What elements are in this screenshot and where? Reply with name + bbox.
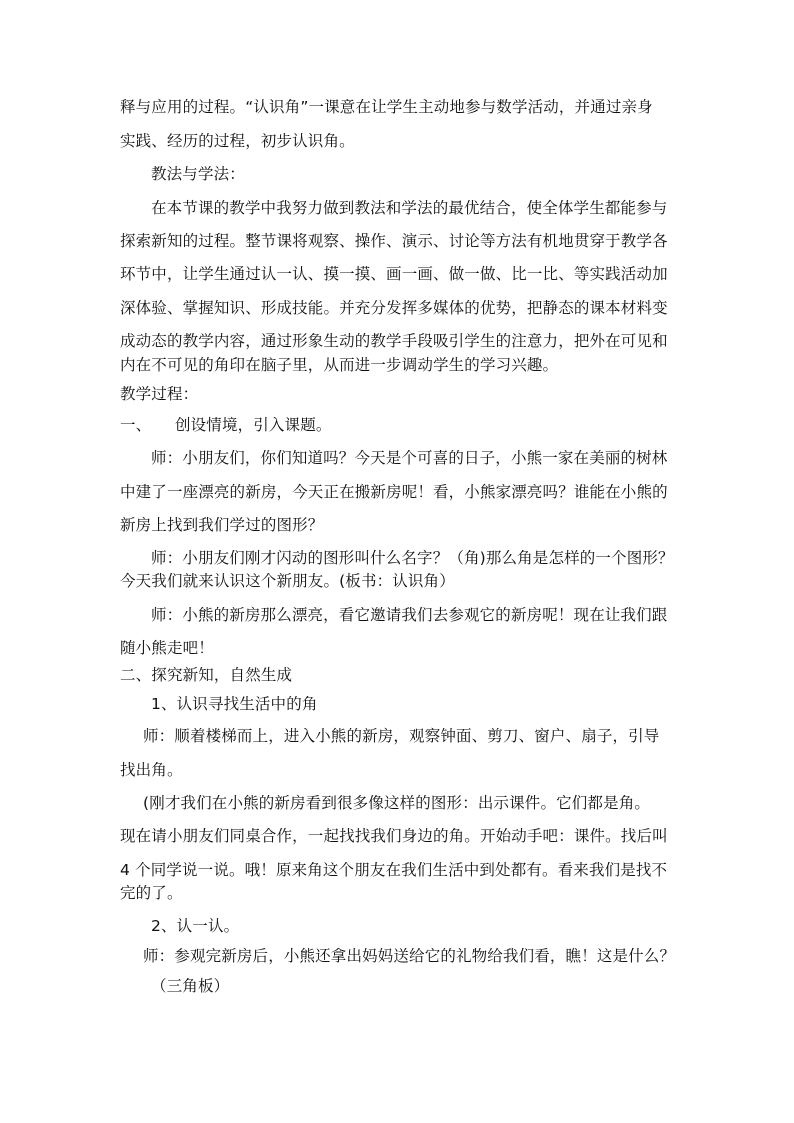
text-line: 师：小朋友们，你们知道吗？今天是个可喜的日子，小熊一家在美丽的树林 xyxy=(151,449,668,467)
list-number: 一、 xyxy=(120,416,152,434)
text-line: 环节中，让学生通过认一认、摸一摸、画一画、做一做、比一比、等实践活动加 xyxy=(120,265,668,283)
text-line: 深体验、掌握知识、形成技能。并充分发挥多媒体的优势，把静态的课本材料变 xyxy=(120,299,668,317)
text-line: (刚才我们在小熊的新房看到很多像这样的图形：出示课件。它们都是角。 xyxy=(143,794,650,812)
text-line: 在本节课的教学中我努力做到教法和学法的最优结合，使全体学生都能参与 xyxy=(151,199,668,217)
text-line: 实践、经历的过程，初步认识角。 xyxy=(120,132,355,150)
text-line: 成动态的教学内容，通过形象生动的教学手段吸引学生的注意力，把外在可见和 xyxy=(120,332,668,350)
text-line: 内在不可见的角印在脑子里，从而进一步调动学生的学习兴趣。 xyxy=(120,356,559,374)
text-line: 师：参观完新房后，小熊还拿出妈妈送给它的礼物给我们看，瞧！这是什么？ xyxy=(143,947,676,965)
section-heading: 二、探究新知，自然生成 xyxy=(120,666,293,684)
text-line: 找出角。 xyxy=(120,761,183,779)
text-line: （三角板） xyxy=(151,977,230,995)
text-line: 师：小熊的新房那么漂亮，看它邀请我们去参观它的新房呢！现在让我们跟 xyxy=(151,606,668,624)
text-line: 今天我们就来认识这个新朋友。(板书：认识角） xyxy=(120,572,455,590)
text-line: 师：小朋友们刚才闪动的图形叫什么名字？（角)那么角是怎样的一个图形？ xyxy=(151,549,674,567)
section-heading: 教法与学法： xyxy=(151,165,245,183)
text-line: 中建了一座漂亮的新房，今天正在搬新房呢！看，小熊家漂亮吗？谁能在小熊的 xyxy=(120,483,668,501)
section-heading: 教学过程： xyxy=(120,385,199,403)
text-line: 新房上找到我们学过的图形？ xyxy=(120,516,324,534)
text-line: 探索新知的过程。整节课将观察、操作、演示、讨论等方法有机地贯穿于教学各 xyxy=(120,232,668,250)
list-heading: 创设情境，引入课题。 xyxy=(175,416,332,434)
text-line: 师：顺着楼梯而上，进入小熊的新房，观察钟面、剪刀、窗户、扇子，引导 xyxy=(143,727,660,745)
text-line: 释与应用的过程。“认识角”一课意在让学生主动地参与数学活动，并通过亲身 xyxy=(120,98,653,116)
text-line: 4 个同学说一说。哦！原来角这个朋友在我们生活中到处都有。看来我们是找不 xyxy=(120,861,668,879)
subsection-heading: 2、认一认。 xyxy=(151,917,240,935)
text-line: 随小熊走吧！ xyxy=(120,639,214,657)
text-line: 完的了。 xyxy=(120,884,183,902)
text-line: 现在请小朋友们同桌合作，一起找找我们身边的角。开始动手吧：课件。找后叫 xyxy=(120,827,668,845)
subsection-heading: 1、认识寻找生活中的角 xyxy=(151,695,318,713)
